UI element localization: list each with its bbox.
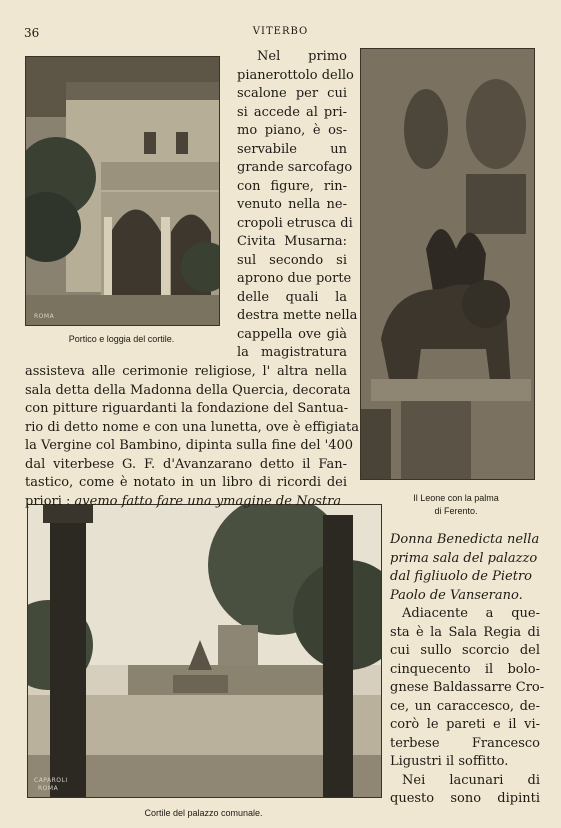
text-line: Nei lacunari di xyxy=(402,772,540,788)
text-wide-block xyxy=(25,363,359,511)
text-line: Ligustri il soffitto. xyxy=(390,754,509,769)
text-line: destra mette nella xyxy=(237,308,358,323)
text-line: la Vergine col Bambino, dipinta sulla fine del '400 xyxy=(25,438,354,453)
text-italic: Paolo de Vanserano. xyxy=(390,587,523,603)
text-line: corò le pareti e il vi- xyxy=(390,717,540,732)
cortile-caption: Cortile del palazzo comunale. xyxy=(144,808,263,818)
text-line: aprono due porte xyxy=(237,271,352,286)
running-title: VITERBO xyxy=(252,26,309,37)
text-line: servabile un xyxy=(237,141,347,157)
text-line: grande sarcofago xyxy=(237,160,353,175)
text-line-italic xyxy=(390,531,540,550)
text-line: Adiacente a que- xyxy=(402,606,540,621)
text-plain: priori : xyxy=(25,493,75,509)
text-italic: Donna Benedicta nella xyxy=(390,532,540,547)
portico-caption: Portico e loggia del cortile. xyxy=(68,334,175,344)
text-line: pianerottolo dello xyxy=(237,67,354,83)
leone-photo xyxy=(360,48,535,480)
text-line xyxy=(25,493,347,512)
text-line: sta è la Sala Regia di xyxy=(390,624,540,640)
text-line: mo piano, è os- xyxy=(237,123,347,138)
text-line: cui sullo scorcio del xyxy=(390,643,540,658)
text-line: cinquecento il bolo- xyxy=(390,661,540,677)
text-italic: dal figliuolo de Pietro xyxy=(390,569,532,584)
text-line: assisteva alle cerimonie religiose, l' altra nella xyxy=(25,364,347,379)
text-line: con figure, rin- xyxy=(237,178,347,194)
photo-stamp: ROMA xyxy=(34,313,55,320)
text-column-top xyxy=(237,48,358,363)
leone-caption-line2: di Ferento. xyxy=(434,506,478,516)
photo-stamp-line2: ROMA xyxy=(38,785,59,792)
text-line: gnese Baldassarre Cro- xyxy=(390,680,545,695)
text-line: Nel primo xyxy=(257,49,347,64)
text-line: Civita Musarna: xyxy=(237,234,347,249)
text-column-right xyxy=(390,531,545,809)
text-line: dal viterbese G. F. d'Avanzarano detto il Fan- xyxy=(25,456,347,472)
text-line: la magistratura xyxy=(237,345,347,360)
text-line-italic xyxy=(390,550,540,569)
text-line: scalone per cui xyxy=(237,86,347,101)
text-line: delle quali la xyxy=(237,289,347,305)
text-italic: prima sala del palazzo xyxy=(390,550,538,566)
text-line: sala detta della Madonna della Quercia, decorata xyxy=(25,382,351,398)
text-line: con pitture riguardanti la fondazione del Santua- xyxy=(25,401,349,416)
text-line: tastico, come è notato in un libro di ricordi dei xyxy=(25,475,347,490)
text-line-italic xyxy=(390,587,540,606)
text-line: rio di detto nome e con una lunetta, ove è effigiata xyxy=(25,419,359,435)
text-line: terbese Francesco xyxy=(390,735,540,751)
text-line: cropoli etrusca di xyxy=(237,215,353,231)
text-line: cappella ove già xyxy=(237,326,347,342)
text-italic-quote: avemo fatto fare una ymagine de Nostra xyxy=(74,493,342,509)
text-line: venuto nella ne- xyxy=(237,197,347,212)
text-line: sul secondo si xyxy=(237,252,347,268)
cortile-photo xyxy=(27,504,382,798)
text-line-italic xyxy=(390,568,540,587)
text-line: ce, un caraccesco, de- xyxy=(390,698,540,714)
text-line: questo sono dipinti xyxy=(390,791,540,806)
portico-photo xyxy=(25,56,220,326)
leone-caption-line1: Il Leone con la palma xyxy=(413,493,499,503)
text-line: si accede al pri- xyxy=(237,104,347,120)
page-number: 36 xyxy=(24,26,40,40)
photo-stamp-line1: CAPAROLI xyxy=(34,777,68,784)
